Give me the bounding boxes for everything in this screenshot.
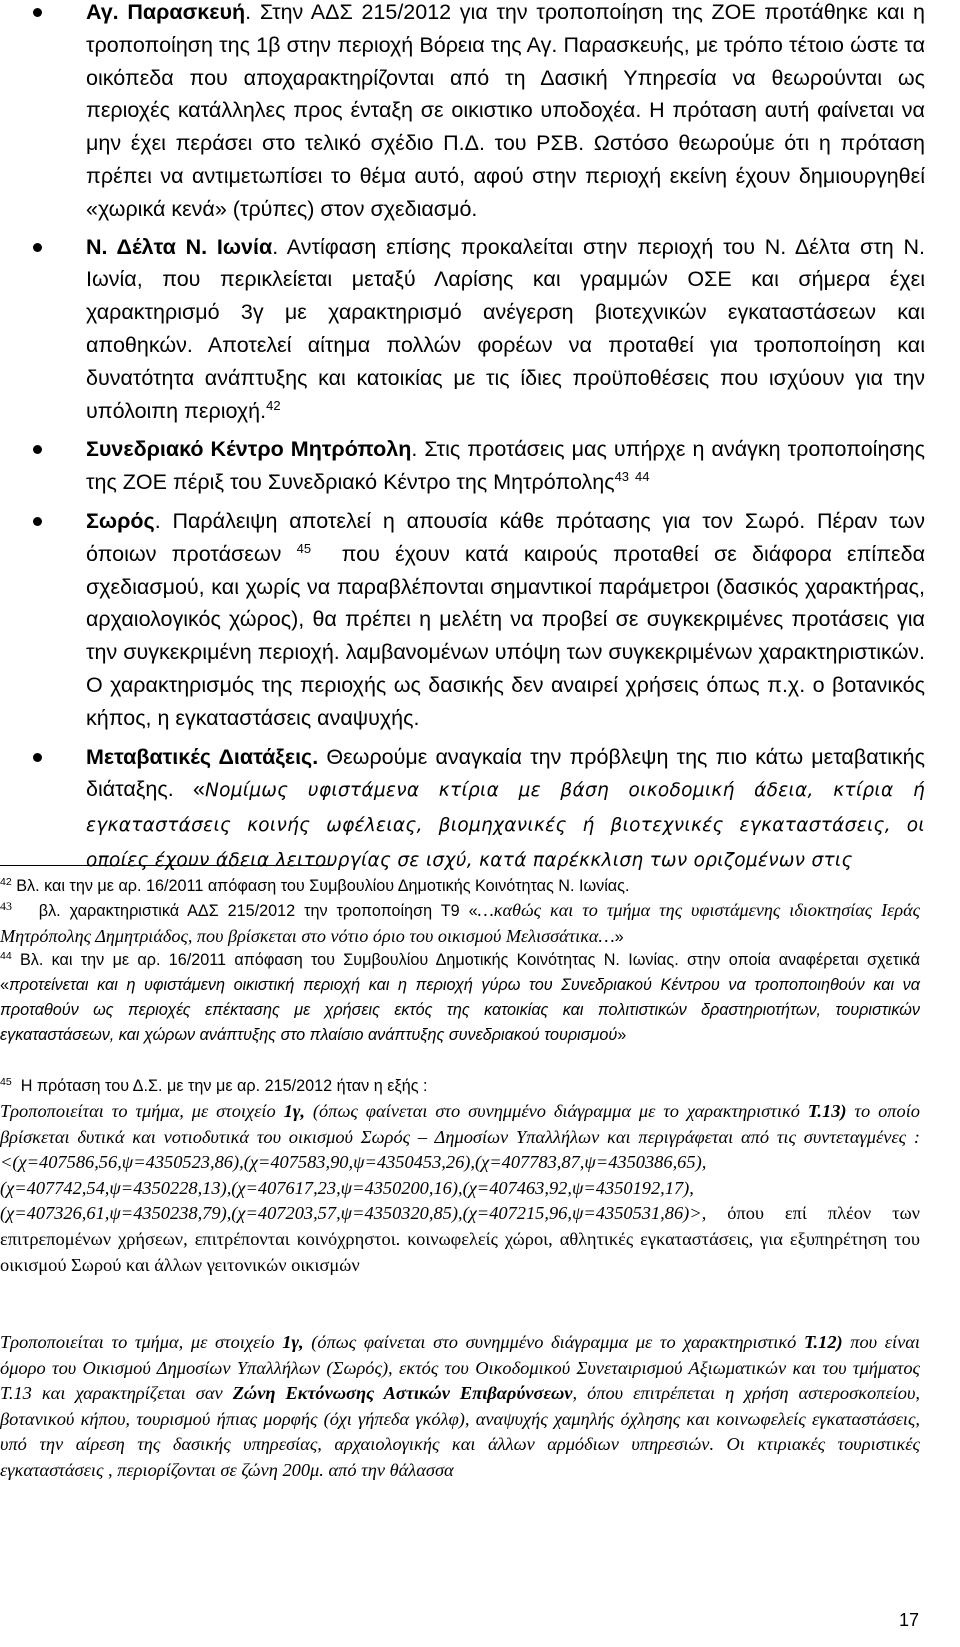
footnote-number: 44 [0,950,12,962]
footnote-italic: προτείνεται και η υφιστάμενη οικιστική περιοχή και η περιοχή γύρω του Συνεδριακού Κέντρου να τροποποιηθούν και να προταθούν ως περιοχές επέκτασης με χρήσεις εκτός της κατοικίας και πολιτιστικών δραστηριοτήτων, τουριστικών εγκαταστάσεων, και χώρων ανάπτυξης στο πλαίσιο ανάπτυξης συνεδριακού τουρισμού [0,976,920,1044]
footnote-44 [0,948,920,1048]
proposal-text: που είναι όμορο του Οικισμού Δημοσίων Υπαλλήλων (Σωρός), εκτός του Οικοδομικού Συνεταιρισμού Αξιωματικών και του τμήματος Τ.13 και χαρακτηρίζεται σαν [0,1332,921,1404]
bullet-item [0,433,960,499]
proposal-text: , όπου επιτρέπεται η χρήση αστεροσκοπείου, βοτανικού κήπου, τουρισμού ήπιας μορφής (όχι γήπεδα γκόλφ), αναψυχής χαμηλής όχλησης και κοινωφελείς εγκαταστάσεις, υπό την αίρεση της δασικής υπηρεσίας, αρχαιολογικής και άλλων αρμόδιων υπηρεσιών. Οι κτιριακές τουριστικές εγκαταστάσεις , περιορίζονται σε ζώνη 200μ. από την θάλασσα [0,1383,920,1480]
bullet-text: που έχουν κατά καιρούς προταθεί σε διάφορα επίπεδα σχεδιασμού, και χωρίς να παραβλέπονται σημαντικοί παράμετροι (δασικός χαρακτήρας, αρχαιολογικός χώρος), θα πρέπει η μελέτη να προβεί σε συγκεκριμένες προτάσεις για την συγκεκριμένη περιοχή. λαμβανομένων υπόψη των συγκεκριμένων χαρακτηριστικών. Ο χαρακτηρισμός της περιοχής ως δασικής δεν αναιρεί χρήσεις όπως π.χ. ο βοτανικός κήπος, η εγκαταστάσεις αναψυχής. [86,541,925,730]
footnote-number: 45 [0,1076,12,1088]
bullet-text: . Αντίφαση επίσης προκαλείται στην περιοχή του Ν. Δέλτα στη Ν. Ιωνία, που περικλείεται μεταξύ Λαρίσης και γραμμών ΟΣΕ και σήμερα έχει χαρακτηρισμό 3γ με χαρακτηρισμό ανέγερση βιοτεχνικών εγκαταστάσεων και αποθηκών. Αποτελεί αίτημα πολλών φορέων να προταθεί για τροποποίηση και δυνατότητα ανάπτυξης και κατοικίας με τις ίδιες προϋποθέσεις που ισχύουν για την υπόλοιπη περιοχή. [86,234,925,423]
bullet-item [0,231,960,428]
proposal-bold: 1γ, [282,1332,304,1352]
bullet-item [0,0,960,226]
proposal-bold: Ζώνη Εκτόνωσης Αστικών Επιβαρύνσεων [232,1383,573,1404]
proposal-text: (όπως φαίνεται στο συνημμένο διάγραμμα με το χαρακτηριστικό [305,1101,808,1121]
bullet-title: Ν. Δέλτα Ν. Ιωνία [86,234,273,259]
proposal-bold: 1γ, [283,1101,306,1121]
proposal-bold: Τ.13) [807,1101,847,1121]
bullet-text: . Στις προτάσεις μας υπήρχε η ανάγκη τροποποίησης της ΖΟΕ πέριξ του Συνεδριακό Κέντρο της Μητρόπολης [86,437,925,495]
footnote-number: 42 [0,876,12,888]
proposal-paragraph-2 [0,1330,920,1484]
footnote-ref: 43 [614,469,630,485]
footnote-separator [0,865,333,866]
bullet-title: Αγ. Παρασκευή [86,0,246,24]
proposal-bold: Τ.12) [803,1332,843,1352]
footnote-ref: 44 [635,469,650,485]
bullet-item [0,505,960,735]
footnote-text: Η πρόταση του Δ.Σ. με την με αρ. 215/2012 ήταν η εξής : [20,1077,428,1095]
footnote-text: Βλ. και την με αρ. 16/2011 απόφαση του Συμβουλίου Δημοτικής Κοινότητας Ν. Ιωνίας. στην οποία αναφέρεται σχετικά « [0,951,920,994]
footnote-italic: …καθώς και το τμήμα της υφιστάμενης ιδιοκτησίας Ιεράς Μητρόπολης Δημητριάδος, που βρίσκεται στο νότιο όριο του οικισμού Μελισσάτικα… [0,900,920,946]
proposal-text: το οποίο βρίσκεται δυτικά και νοτιοδυτικά του οικισμού Σωρός – Δημοσίων Υπαλλήλων και περιγράφεται από τις συντεταγμένες : <(χ=407586,56,ψ=4350523,86),(χ=407583,90,ψ=4350453,26),(χ=407783,87,ψ=4350386,65),(χ=407742,54,ψ=4350228,13),(χ=407617,23,ψ=4350200,16),(χ=407463,92,ψ=4350192,17),(χ=407326,61,ψ=4350238,79),(χ=407203,57,ψ=4350320,85),(χ=407215,96,ψ=4350531,86)>, [0,1101,920,1224]
footnote-ref: 42 [266,397,281,413]
footnote-42 [0,874,920,899]
footnote-ref: 45 [296,540,312,556]
footnote-text: » [614,928,624,946]
proposal-text: (όπως φαίνεται στο συνημμένο διάγραμμα με το χαρακτηριστικό [303,1332,804,1352]
footnote-text: Βλ. και την με αρ. 16/2011 απόφαση του Συμβουλίου Δημοτικής Κοινότητας Ν. Ιωνίας. [16,877,630,895]
footnote-text: » [617,1026,627,1044]
footnote-45 [0,1074,920,1099]
proposal-text: Τροποποιείται το τμήμα, με [0,1332,215,1352]
proposal-text: όπου επί πλέον των επιτρεπομένων χρήσεων, επιτρέπονται κοινόχρηστοι. κοινωφελείς χώροι, αθλητικές εγκαταστάσεις, για εξυπηρέτηση του οικισμού Σωρού και άλλων γειτονικών οικισμών [0,1203,920,1275]
bullet-item [0,741,960,878]
bullet-text: . Στην ΑΔΣ 215/2012 για την τροποποίηση της ΖΟΕ προτάθηκε και η τροποποίηση της 1β στην περιοχή Βόρεια της Αγ. Παρασκευής, με τρόπο τέτοιο ώστε τα οικόπεδα που αποχαρακτηρίζονται από τη Δασική Υπηρεσία να θεωρούνται ως περιοχές κατάλληλες προς ένταξη σε οικιστικο υποδοχέα. Η πρόταση αυτή φαίνεται να μην έχει περάσει στο τελικό σχέδιο Π.Δ. του ΡΣΒ. Ωστόσο θεωρούμε ότι η πρόταση πρέπει να αντιμετωπίσει το θέμα αυτό, αφού στην περιοχή εκείνη έχουν δημιουργηθεί «χωρικά κενά» (τρύπες) στον σχεδιασμό. [86,0,925,221]
proposal-text: Τροποποιείται το τμήμα, με [0,1101,217,1121]
proposal-text: στοιχείο [214,1332,283,1352]
bullet-text: Θεωρούμε αναγκαία την πρόβλεψη της πιο κάτω μεταβατικής διάταξης. « [86,744,925,802]
proposal-paragraph-1 [0,1099,920,1278]
bullet-title: Συνεδριακό Κέντρο Μητρόπολη [86,437,412,462]
footnote-number: 43 [0,899,12,913]
footnote-text: βλ. χαρακτηριστικά ΑΔΣ 215/2012 την τροποποίηση Τ9 « [38,902,478,920]
bullet-italic-quote: Νομίμως υφιστάμενα κτίρια με βάση οικοδομική άδεια, κτίρια ή εγκαταστάσεις κοινής ωφέλειας, βιομηχανικές ή βιοτεχνικές εγκαταστάσεις, οι οποίες έχουν άδεια λειτουργίας σε ισχύ, κατά παρέκκλιση των οριζομένων στις [86,780,925,871]
bullet-title: Σωρός [86,508,155,533]
bullet-text: . Παράλειψη αποτελεί η απουσία κάθε πρότασης για τον Σωρό. Πέραν των όποιων προτάσεων [86,508,925,566]
proposal-text: στοιχείο [216,1101,284,1121]
page-number: 17 [899,1610,920,1630]
footnote-43 [0,898,920,950]
bullet-title: Μεταβατικές Διατάξεις. [86,744,319,769]
